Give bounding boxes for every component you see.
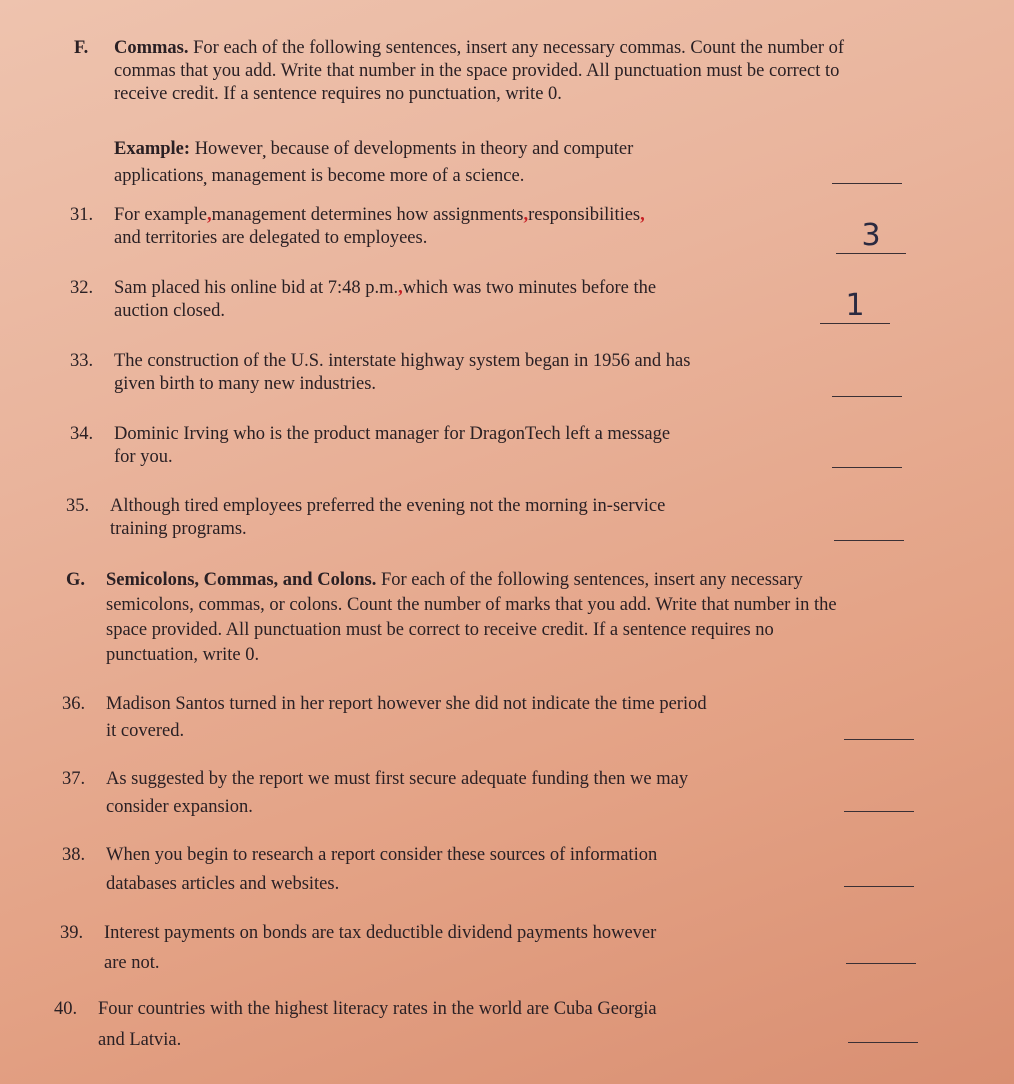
example-answer-blank[interactable] (832, 149, 902, 184)
example-text: because of developments in theory and computer (266, 139, 634, 159)
section-letter: G. (66, 570, 86, 590)
section-letter: F. (74, 38, 89, 58)
question-number: 39. (60, 923, 84, 943)
question-text: training programs. (110, 519, 247, 539)
question-number: 35. (66, 496, 90, 516)
question-number: 33. (70, 351, 94, 371)
question-text: For example (114, 205, 207, 225)
inserted-comma: , (523, 205, 529, 225)
instruction-text: punctuation, write 0. (106, 645, 260, 665)
instruction-text: semicolons, commas, or colons. Count the number of marks that you add. Write that number in the (106, 595, 837, 615)
question-text: management determines how assignments (211, 205, 524, 225)
answer-38[interactable] (844, 852, 914, 887)
question-text: Four countries with the highest literacy rates in the world are Cuba Georgia (98, 999, 657, 1019)
question-text: for you. (114, 447, 173, 467)
answer-36[interactable] (844, 705, 914, 740)
question-text: it covered. (106, 721, 185, 741)
inserted-comma: , (207, 205, 212, 225)
example-text: management is become more of a science. (206, 166, 525, 186)
question-text: databases articles and websites. (106, 874, 340, 894)
question-number: 40. (54, 999, 78, 1019)
example-comma: , (262, 146, 266, 161)
answer-35[interactable] (834, 506, 904, 541)
example-comma: , (203, 173, 207, 188)
question-text: and territories are delegated to employees. (114, 228, 428, 248)
question-text: Madison Santos turned in her report however she did not indicate the time period (106, 694, 707, 714)
example-label: Example: (114, 139, 191, 159)
example-text: However (190, 139, 263, 159)
question-number: 32. (70, 278, 94, 298)
question-text: Although tired employees preferred the evening not the morning in-service (110, 496, 666, 516)
question-number: 38. (62, 845, 86, 865)
instruction-text: For each of the following sentences, insert any necessary commas. Count the number of (188, 38, 845, 58)
inserted-comma: , (398, 278, 403, 298)
question-text: When you begin to research a report consider these sources of information (106, 845, 658, 865)
question-text: and Latvia. (98, 1030, 182, 1050)
question-number: 31. (70, 205, 94, 225)
answer-40[interactable] (848, 1008, 918, 1043)
question-text: As suggested by the report we must first secure adequate funding then we may (106, 769, 689, 789)
example (114, 138, 633, 192)
question-number: 37. (62, 769, 86, 789)
answer-39[interactable] (846, 929, 916, 964)
question-text: Dominic Irving who is the product manager for DragonTech left a message (114, 424, 671, 444)
question-text: Interest payments on bonds are tax deductible dividend payments however (104, 923, 657, 943)
question-number: 34. (70, 424, 94, 444)
instruction-text: commas that you add. Write that number in the space provided. All punctuation must be correct to (114, 61, 840, 81)
question-number: 36. (62, 694, 86, 714)
instruction-text: receive credit. If a sentence requires no punctuation, write 0. (114, 84, 562, 104)
answer-33[interactable] (832, 362, 902, 397)
answer-37[interactable] (844, 777, 914, 812)
answer-34[interactable] (832, 433, 902, 468)
question-text: given birth to many new industries. (114, 374, 377, 394)
instruction-text: For each of the following sentences, insert any necessary (376, 570, 803, 590)
question-text: are not. (104, 953, 160, 973)
question-text: consider expansion. (106, 797, 253, 817)
question-text: responsibilities (528, 205, 641, 225)
example-text: applications (114, 166, 204, 186)
question-text: Sam placed his online bid at 7:48 p.m. (114, 278, 399, 298)
question-text: which was two minutes before the (402, 278, 657, 298)
question-text: auction closed. (114, 301, 225, 321)
answer-32[interactable]: 1 (820, 289, 890, 324)
question-text: The construction of the U.S. interstate highway system began in 1956 and has (114, 351, 691, 371)
instruction-text: space provided. All punctuation must be correct to receive credit. If a sentence requires no (106, 620, 774, 640)
inserted-comma: , (640, 205, 645, 225)
section-title: Semicolons, Commas, and Colons. (106, 570, 377, 590)
section-title: Commas. (114, 38, 189, 58)
answer-31[interactable]: 3 (836, 219, 906, 254)
